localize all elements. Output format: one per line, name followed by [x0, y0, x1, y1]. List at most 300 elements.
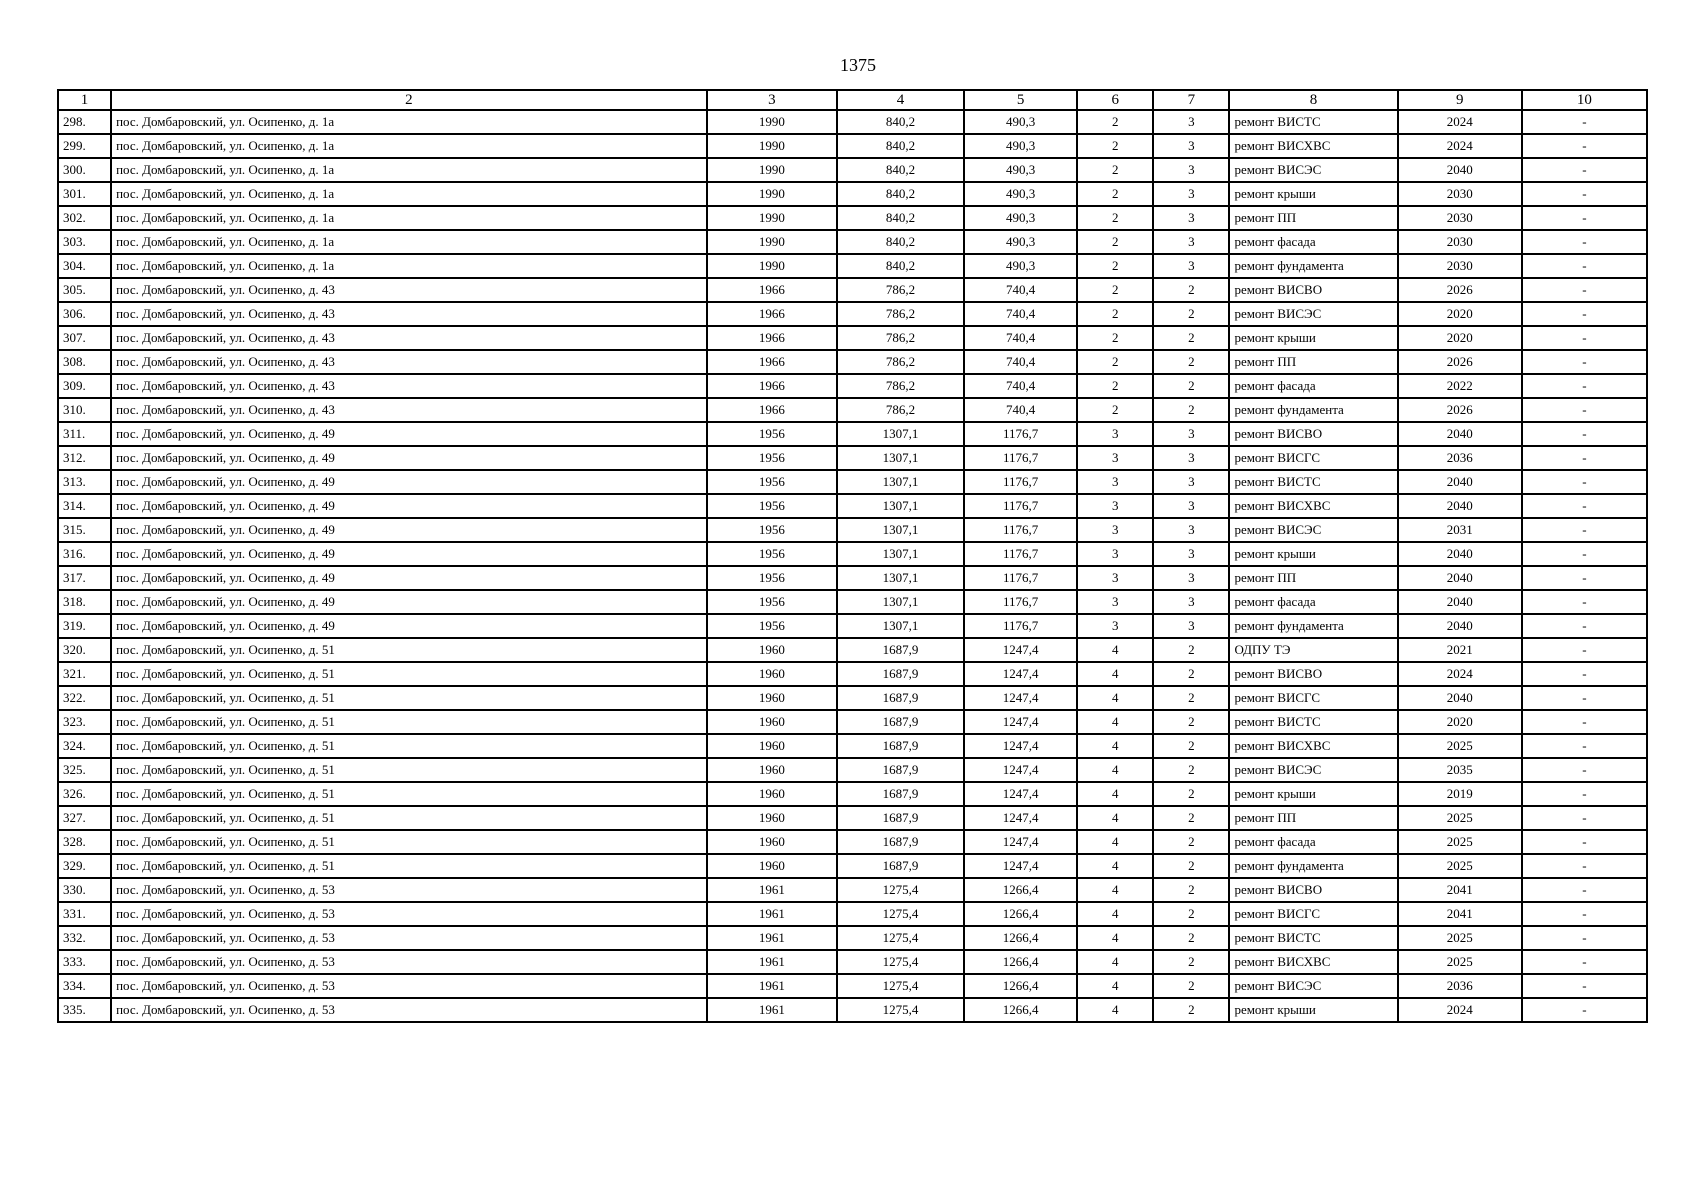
planned-year-cell: 2030 — [1398, 254, 1522, 278]
work-type-cell: ремонт ВИСЭС — [1229, 302, 1397, 326]
total-area-cell: 840,2 — [837, 182, 964, 206]
address-cell: пос. Домбаровский, ул. Осипенко, д. 1а — [111, 110, 707, 134]
row-number-cell: 324. — [58, 734, 111, 758]
address-cell: пос. Домбаровский, ул. Осипенко, д. 49 — [111, 494, 707, 518]
row-number-cell: 315. — [58, 518, 111, 542]
year-built-cell: 1956 — [707, 422, 837, 446]
living-area-cell: 1247,4 — [964, 806, 1077, 830]
planned-year-cell: 2040 — [1398, 590, 1522, 614]
row-number-cell: 331. — [58, 902, 111, 926]
row-number-cell: 329. — [58, 854, 111, 878]
note-cell: - — [1522, 734, 1647, 758]
living-area-cell: 1266,4 — [964, 926, 1077, 950]
address-cell: пос. Домбаровский, ул. Осипенко, д. 51 — [111, 806, 707, 830]
work-type-cell: ремонт фасада — [1229, 590, 1397, 614]
living-area-cell: 740,4 — [964, 326, 1077, 350]
address-cell: пос. Домбаровский, ул. Осипенко, д. 53 — [111, 926, 707, 950]
row-number-cell: 314. — [58, 494, 111, 518]
floors-cell: 4 — [1077, 806, 1153, 830]
entrances-cell: 3 — [1153, 254, 1229, 278]
planned-year-cell: 2019 — [1398, 782, 1522, 806]
column-header-10: 10 — [1522, 90, 1647, 110]
living-area-cell: 1247,4 — [964, 854, 1077, 878]
address-cell: пос. Домбаровский, ул. Осипенко, д. 49 — [111, 446, 707, 470]
total-area-cell: 1275,4 — [837, 878, 964, 902]
column-header-3: 3 — [707, 90, 837, 110]
planned-year-cell: 2025 — [1398, 830, 1522, 854]
work-type-cell: ремонт ВИСТС — [1229, 470, 1397, 494]
total-area-cell: 1307,1 — [837, 614, 964, 638]
floors-cell: 2 — [1077, 206, 1153, 230]
work-type-cell: ремонт фасада — [1229, 830, 1397, 854]
entrances-cell: 2 — [1153, 686, 1229, 710]
table-row — [58, 878, 1647, 902]
living-area-cell: 1247,4 — [964, 662, 1077, 686]
living-area-cell: 1266,4 — [964, 902, 1077, 926]
planned-year-cell: 2022 — [1398, 374, 1522, 398]
address-cell: пос. Домбаровский, ул. Осипенко, д. 43 — [111, 302, 707, 326]
planned-year-cell: 2030 — [1398, 182, 1522, 206]
table-row — [58, 566, 1647, 590]
total-area-cell: 1275,4 — [837, 950, 964, 974]
floors-cell: 3 — [1077, 614, 1153, 638]
total-area-cell: 1687,9 — [837, 854, 964, 878]
note-cell: - — [1522, 350, 1647, 374]
table-row — [58, 254, 1647, 278]
address-cell: пос. Домбаровский, ул. Осипенко, д. 53 — [111, 950, 707, 974]
year-built-cell: 1956 — [707, 566, 837, 590]
entrances-cell: 3 — [1153, 158, 1229, 182]
address-cell: пос. Домбаровский, ул. Осипенко, д. 53 — [111, 998, 707, 1022]
table-row — [58, 998, 1647, 1022]
planned-year-cell: 2026 — [1398, 278, 1522, 302]
floors-cell: 4 — [1077, 662, 1153, 686]
floors-cell: 2 — [1077, 278, 1153, 302]
living-area-cell: 490,3 — [964, 158, 1077, 182]
entrances-cell: 3 — [1153, 518, 1229, 542]
work-type-cell: ремонт фасада — [1229, 230, 1397, 254]
planned-year-cell: 2040 — [1398, 614, 1522, 638]
total-area-cell: 840,2 — [837, 134, 964, 158]
note-cell: - — [1522, 590, 1647, 614]
address-cell: пос. Домбаровский, ул. Осипенко, д. 51 — [111, 854, 707, 878]
living-area-cell: 490,3 — [964, 206, 1077, 230]
note-cell: - — [1522, 494, 1647, 518]
year-built-cell: 1960 — [707, 830, 837, 854]
address-cell: пос. Домбаровский, ул. Осипенко, д. 49 — [111, 518, 707, 542]
row-number-cell: 319. — [58, 614, 111, 638]
note-cell: - — [1522, 134, 1647, 158]
address-cell: пос. Домбаровский, ул. Осипенко, д. 51 — [111, 686, 707, 710]
work-type-cell: ремонт фундамента — [1229, 854, 1397, 878]
table-row — [58, 662, 1647, 686]
entrances-cell: 2 — [1153, 278, 1229, 302]
floors-cell: 3 — [1077, 542, 1153, 566]
note-cell: - — [1522, 686, 1647, 710]
total-area-cell: 1307,1 — [837, 494, 964, 518]
row-number-cell: 321. — [58, 662, 111, 686]
table-row — [58, 902, 1647, 926]
entrances-cell: 3 — [1153, 230, 1229, 254]
table-row — [58, 422, 1647, 446]
total-area-cell: 1307,1 — [837, 542, 964, 566]
planned-year-cell: 2036 — [1398, 446, 1522, 470]
entrances-cell: 3 — [1153, 182, 1229, 206]
work-type-cell: ремонт крыши — [1229, 782, 1397, 806]
row-number-cell: 330. — [58, 878, 111, 902]
total-area-cell: 1687,9 — [837, 830, 964, 854]
planned-year-cell: 2041 — [1398, 878, 1522, 902]
work-type-cell: ремонт ПП — [1229, 350, 1397, 374]
address-cell: пос. Домбаровский, ул. Осипенко, д. 49 — [111, 590, 707, 614]
address-cell: пос. Домбаровский, ул. Осипенко, д. 53 — [111, 902, 707, 926]
year-built-cell: 1961 — [707, 902, 837, 926]
floors-cell: 3 — [1077, 470, 1153, 494]
row-number-cell: 318. — [58, 590, 111, 614]
work-type-cell: ремонт ВИСВО — [1229, 662, 1397, 686]
living-area-cell: 740,4 — [964, 302, 1077, 326]
entrances-cell: 2 — [1153, 710, 1229, 734]
year-built-cell: 1956 — [707, 542, 837, 566]
planned-year-cell: 2025 — [1398, 854, 1522, 878]
year-built-cell: 1956 — [707, 494, 837, 518]
work-type-cell: ремонт крыши — [1229, 542, 1397, 566]
year-built-cell: 1966 — [707, 398, 837, 422]
table-body — [58, 110, 1647, 1022]
work-type-cell: ремонт ВИСГС — [1229, 902, 1397, 926]
floors-cell: 2 — [1077, 230, 1153, 254]
work-type-cell: ремонт фундамента — [1229, 254, 1397, 278]
row-number-cell: 320. — [58, 638, 111, 662]
year-built-cell: 1956 — [707, 590, 837, 614]
entrances-cell: 2 — [1153, 398, 1229, 422]
note-cell: - — [1522, 566, 1647, 590]
note-cell: - — [1522, 998, 1647, 1022]
entrances-cell: 3 — [1153, 590, 1229, 614]
entrances-cell: 3 — [1153, 542, 1229, 566]
address-cell: пос. Домбаровский, ул. Осипенко, д. 1а — [111, 254, 707, 278]
year-built-cell: 1990 — [707, 254, 837, 278]
work-type-cell: ремонт ВИСВО — [1229, 278, 1397, 302]
total-area-cell: 1307,1 — [837, 422, 964, 446]
entrances-cell: 2 — [1153, 782, 1229, 806]
entrances-cell: 3 — [1153, 494, 1229, 518]
year-built-cell: 1961 — [707, 974, 837, 998]
table-row — [58, 326, 1647, 350]
address-cell: пос. Домбаровский, ул. Осипенко, д. 51 — [111, 638, 707, 662]
address-cell: пос. Домбаровский, ул. Осипенко, д. 49 — [111, 614, 707, 638]
column-header-9: 9 — [1398, 90, 1522, 110]
year-built-cell: 1990 — [707, 158, 837, 182]
planned-year-cell: 2030 — [1398, 230, 1522, 254]
note-cell: - — [1522, 830, 1647, 854]
address-cell: пос. Домбаровский, ул. Осипенко, д. 43 — [111, 374, 707, 398]
table-row — [58, 542, 1647, 566]
planned-year-cell: 2025 — [1398, 734, 1522, 758]
planned-year-cell: 2036 — [1398, 974, 1522, 998]
entrances-cell: 2 — [1153, 974, 1229, 998]
year-built-cell: 1990 — [707, 110, 837, 134]
year-built-cell: 1960 — [707, 686, 837, 710]
row-number-cell: 306. — [58, 302, 111, 326]
row-number-cell: 310. — [58, 398, 111, 422]
year-built-cell: 1990 — [707, 230, 837, 254]
table-row — [58, 854, 1647, 878]
note-cell: - — [1522, 110, 1647, 134]
living-area-cell: 490,3 — [964, 134, 1077, 158]
work-type-cell: ремонт ВИСХВС — [1229, 734, 1397, 758]
planned-year-cell: 2040 — [1398, 566, 1522, 590]
table-row — [58, 734, 1647, 758]
work-type-cell: ремонт ПП — [1229, 206, 1397, 230]
planned-year-cell: 2041 — [1398, 902, 1522, 926]
total-area-cell: 1307,1 — [837, 590, 964, 614]
living-area-cell: 1176,7 — [964, 470, 1077, 494]
entrances-cell: 3 — [1153, 446, 1229, 470]
year-built-cell: 1960 — [707, 758, 837, 782]
floors-cell: 4 — [1077, 950, 1153, 974]
address-cell: пос. Домбаровский, ул. Осипенко, д. 51 — [111, 662, 707, 686]
living-area-cell: 1176,7 — [964, 590, 1077, 614]
total-area-cell: 840,2 — [837, 158, 964, 182]
year-built-cell: 1961 — [707, 878, 837, 902]
floors-cell: 3 — [1077, 566, 1153, 590]
living-area-cell: 1247,4 — [964, 758, 1077, 782]
address-cell: пос. Домбаровский, ул. Осипенко, д. 43 — [111, 278, 707, 302]
living-area-cell: 1266,4 — [964, 974, 1077, 998]
year-built-cell: 1990 — [707, 182, 837, 206]
entrances-cell: 2 — [1153, 854, 1229, 878]
floors-cell: 2 — [1077, 110, 1153, 134]
floors-cell: 2 — [1077, 374, 1153, 398]
total-area-cell: 786,2 — [837, 398, 964, 422]
year-built-cell: 1966 — [707, 374, 837, 398]
row-number-cell: 311. — [58, 422, 111, 446]
living-area-cell: 490,3 — [964, 230, 1077, 254]
planned-year-cell: 2025 — [1398, 926, 1522, 950]
address-cell: пос. Домбаровский, ул. Осипенко, д. 53 — [111, 878, 707, 902]
address-cell: пос. Домбаровский, ул. Осипенко, д. 51 — [111, 830, 707, 854]
total-area-cell: 1307,1 — [837, 470, 964, 494]
total-area-cell: 840,2 — [837, 230, 964, 254]
year-built-cell: 1960 — [707, 734, 837, 758]
table-row — [58, 614, 1647, 638]
total-area-cell: 786,2 — [837, 350, 964, 374]
entrances-cell: 3 — [1153, 422, 1229, 446]
address-cell: пос. Домбаровский, ул. Осипенко, д. 43 — [111, 398, 707, 422]
column-header-6: 6 — [1077, 90, 1153, 110]
note-cell: - — [1522, 302, 1647, 326]
entrances-cell: 3 — [1153, 470, 1229, 494]
entrances-cell: 2 — [1153, 902, 1229, 926]
floors-cell: 4 — [1077, 878, 1153, 902]
table-row — [58, 470, 1647, 494]
address-cell: пос. Домбаровский, ул. Осипенко, д. 1а — [111, 206, 707, 230]
entrances-cell: 2 — [1153, 878, 1229, 902]
note-cell: - — [1522, 398, 1647, 422]
table-row — [58, 806, 1647, 830]
table-row — [58, 590, 1647, 614]
floors-cell: 4 — [1077, 710, 1153, 734]
entrances-cell: 2 — [1153, 374, 1229, 398]
note-cell: - — [1522, 230, 1647, 254]
planned-year-cell: 2024 — [1398, 998, 1522, 1022]
note-cell: - — [1522, 806, 1647, 830]
row-number-cell: 327. — [58, 806, 111, 830]
floors-cell: 4 — [1077, 926, 1153, 950]
work-type-cell: ремонт крыши — [1229, 998, 1397, 1022]
work-type-cell: ремонт ВИСЭС — [1229, 974, 1397, 998]
living-area-cell: 490,3 — [964, 110, 1077, 134]
entrances-cell: 3 — [1153, 614, 1229, 638]
living-area-cell: 1247,4 — [964, 710, 1077, 734]
work-type-cell: ремонт ВИСГС — [1229, 686, 1397, 710]
year-built-cell: 1956 — [707, 518, 837, 542]
planned-year-cell: 2040 — [1398, 542, 1522, 566]
total-area-cell: 1687,9 — [837, 782, 964, 806]
work-type-cell: ремонт ВИСТС — [1229, 926, 1397, 950]
row-number-cell: 333. — [58, 950, 111, 974]
note-cell: - — [1522, 710, 1647, 734]
row-number-cell: 326. — [58, 782, 111, 806]
row-number-cell: 308. — [58, 350, 111, 374]
address-cell: пос. Домбаровский, ул. Осипенко, д. 49 — [111, 470, 707, 494]
note-cell: - — [1522, 662, 1647, 686]
year-built-cell: 1956 — [707, 446, 837, 470]
note-cell: - — [1522, 926, 1647, 950]
year-built-cell: 1961 — [707, 998, 837, 1022]
floors-cell: 4 — [1077, 686, 1153, 710]
living-area-cell: 1176,7 — [964, 422, 1077, 446]
work-type-cell: ремонт ВИСТС — [1229, 710, 1397, 734]
work-type-cell: ремонт ВИСХВС — [1229, 494, 1397, 518]
year-built-cell: 1966 — [707, 350, 837, 374]
living-area-cell: 1247,4 — [964, 830, 1077, 854]
living-area-cell: 1266,4 — [964, 998, 1077, 1022]
row-number-cell: 301. — [58, 182, 111, 206]
row-number-cell: 313. — [58, 470, 111, 494]
entrances-cell: 2 — [1153, 638, 1229, 662]
floors-cell: 2 — [1077, 134, 1153, 158]
planned-year-cell: 2040 — [1398, 158, 1522, 182]
row-number-cell: 322. — [58, 686, 111, 710]
year-built-cell: 1960 — [707, 854, 837, 878]
entrances-cell: 2 — [1153, 662, 1229, 686]
living-area-cell: 740,4 — [964, 398, 1077, 422]
planned-year-cell: 2020 — [1398, 302, 1522, 326]
note-cell: - — [1522, 374, 1647, 398]
entrances-cell: 2 — [1153, 326, 1229, 350]
living-area-cell: 1176,7 — [964, 494, 1077, 518]
table-row — [58, 302, 1647, 326]
planned-year-cell: 2040 — [1398, 494, 1522, 518]
work-type-cell: ремонт ВИСХВС — [1229, 950, 1397, 974]
year-built-cell: 1990 — [707, 134, 837, 158]
work-type-cell: ремонт ВИСГС — [1229, 446, 1397, 470]
entrances-cell: 2 — [1153, 734, 1229, 758]
note-cell: - — [1522, 542, 1647, 566]
entrances-cell: 3 — [1153, 206, 1229, 230]
total-area-cell: 1307,1 — [837, 446, 964, 470]
planned-year-cell: 2026 — [1398, 398, 1522, 422]
row-number-cell: 316. — [58, 542, 111, 566]
year-built-cell: 1960 — [707, 710, 837, 734]
entrances-cell: 2 — [1153, 926, 1229, 950]
floors-cell: 4 — [1077, 974, 1153, 998]
year-built-cell: 1966 — [707, 278, 837, 302]
note-cell: - — [1522, 158, 1647, 182]
total-area-cell: 1307,1 — [837, 566, 964, 590]
work-type-cell: ремонт ВИСХВС — [1229, 134, 1397, 158]
entrances-cell: 2 — [1153, 806, 1229, 830]
table-row — [58, 926, 1647, 950]
address-cell: пос. Домбаровский, ул. Осипенко, д. 1а — [111, 134, 707, 158]
total-area-cell: 1275,4 — [837, 998, 964, 1022]
total-area-cell: 840,2 — [837, 110, 964, 134]
planned-year-cell: 2040 — [1398, 470, 1522, 494]
total-area-cell: 840,2 — [837, 254, 964, 278]
table-row — [58, 710, 1647, 734]
total-area-cell: 1687,9 — [837, 710, 964, 734]
floors-cell: 2 — [1077, 398, 1153, 422]
floors-cell: 3 — [1077, 494, 1153, 518]
row-number-cell: 335. — [58, 998, 111, 1022]
table-row — [58, 278, 1647, 302]
total-area-cell: 786,2 — [837, 302, 964, 326]
address-cell: пос. Домбаровский, ул. Осипенко, д. 1а — [111, 230, 707, 254]
table-row — [58, 374, 1647, 398]
planned-year-cell: 2026 — [1398, 350, 1522, 374]
work-type-cell: ремонт фундамента — [1229, 398, 1397, 422]
note-cell: - — [1522, 614, 1647, 638]
living-area-cell: 1176,7 — [964, 542, 1077, 566]
table-row — [58, 518, 1647, 542]
living-area-cell: 1176,7 — [964, 614, 1077, 638]
row-number-cell: 300. — [58, 158, 111, 182]
note-cell: - — [1522, 878, 1647, 902]
table-row — [58, 950, 1647, 974]
year-built-cell: 1960 — [707, 638, 837, 662]
living-area-cell: 490,3 — [964, 254, 1077, 278]
year-built-cell: 1966 — [707, 326, 837, 350]
floors-cell: 2 — [1077, 302, 1153, 326]
row-number-cell: 299. — [58, 134, 111, 158]
floors-cell: 2 — [1077, 326, 1153, 350]
total-area-cell: 786,2 — [837, 374, 964, 398]
planned-year-cell: 2035 — [1398, 758, 1522, 782]
row-number-cell: 323. — [58, 710, 111, 734]
floors-cell: 3 — [1077, 446, 1153, 470]
row-number-cell: 305. — [58, 278, 111, 302]
note-cell: - — [1522, 206, 1647, 230]
column-header-2: 2 — [111, 90, 707, 110]
planned-year-cell: 2024 — [1398, 134, 1522, 158]
total-area-cell: 786,2 — [837, 326, 964, 350]
entrances-cell: 2 — [1153, 950, 1229, 974]
total-area-cell: 1687,9 — [837, 686, 964, 710]
living-area-cell: 1247,4 — [964, 734, 1077, 758]
address-cell: пос. Домбаровский, ул. Осипенко, д. 49 — [111, 566, 707, 590]
planned-year-cell: 2040 — [1398, 422, 1522, 446]
planned-year-cell: 2020 — [1398, 326, 1522, 350]
living-area-cell: 490,3 — [964, 182, 1077, 206]
work-type-cell: ремонт ВИСТС — [1229, 110, 1397, 134]
page-number: 1375 — [840, 55, 876, 75]
floors-cell: 3 — [1077, 590, 1153, 614]
address-cell: пос. Домбаровский, ул. Осипенко, д. 53 — [111, 974, 707, 998]
total-area-cell: 786,2 — [837, 278, 964, 302]
year-built-cell: 1960 — [707, 662, 837, 686]
